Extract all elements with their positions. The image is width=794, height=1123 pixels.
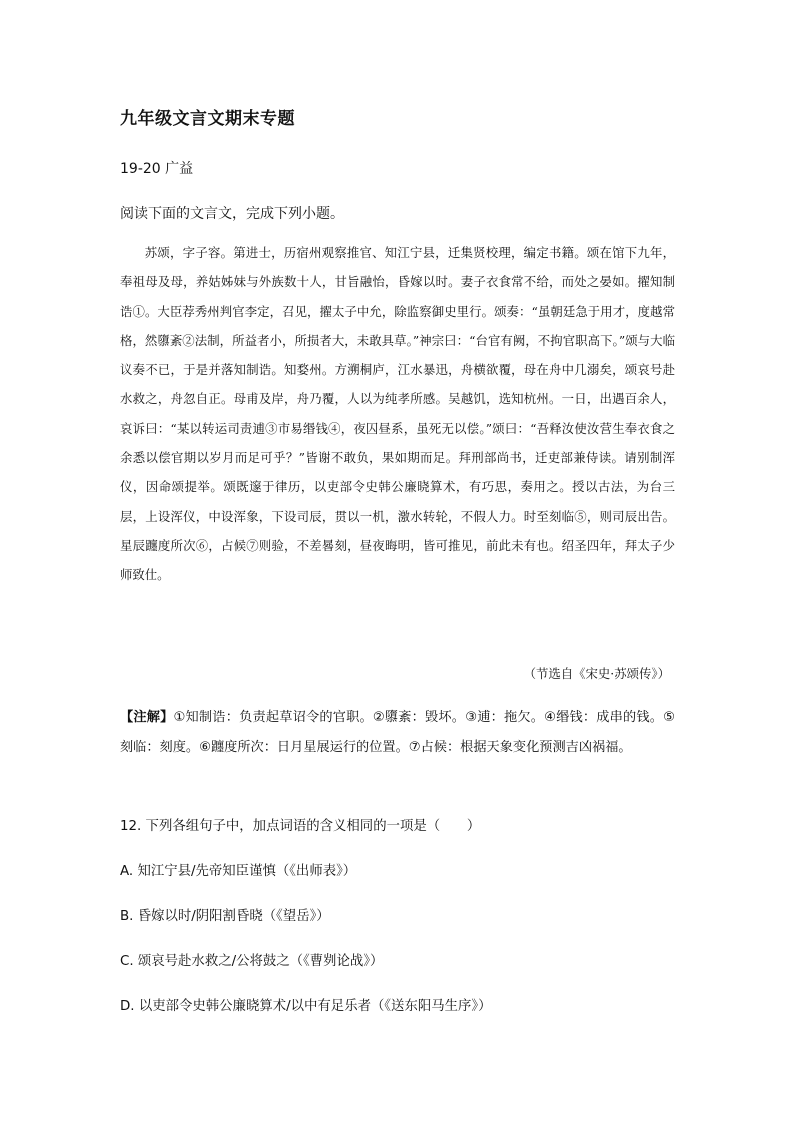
- notes-label: 【注解】: [120, 710, 174, 725]
- passage-citation: （节选自《宋史·苏颂传》）: [523, 666, 670, 681]
- option-a: A. 知江宁县/先帝知臣谨慎（《出师表》）: [120, 864, 357, 879]
- option-d: D. 以吏部令史韩公廉晓算术/以中有足乐者（《送东阳马生序》）: [120, 999, 492, 1014]
- document-title: 九年级文言文期末专题: [120, 109, 295, 129]
- question-12: 12. 下列各组句子中，加点词语的含义相同的一项是（ ）: [120, 819, 481, 834]
- instruction-text: 阅读下面的文言文，完成下列小题。: [120, 206, 344, 222]
- source-label: 19-20 广益: [120, 161, 194, 177]
- classical-passage: 苏颂，字子容。第进士，历宿州观察推官、知江宁县，迁集贤校理，编定书籍。颂在馆下九年，奉祖母及母，养姑姊妹与外族数十人，甘旨融怡，昏嫁以时。妻子衣食常不给，而处之晏如。擢知制诰①。大臣荐秀州判官李定，召见，擢太子中允，除监察御史里行。颂奏：“虽朝廷急于用才，度越常格，然隳紊②法制，所益者小，所损者大，未敢具草。”神宗曰：“台官有阙，不拘官职高下。”颂与大临议奏不已，于是并落知制诰。知婺州。方溯桐庐，江水暴迅，舟横欲覆，母在舟中几溺矣，颂哀号赴水救之，舟忽自正。母甫及岸，舟乃覆，人以为纯孝所感。吴越饥，选知杭州。一日，出遇百余人，哀诉曰：“某以转运司责逋③市易缗钱④，夜囚昼系，虽死无以偿。”颂曰：“吾释汝使汝营生奉衣食之余悉以偿官期以岁月而足可乎？”皆谢不敢负，果如期而足。拜刑部尚书，迁吏部兼侍读。请别制浑仪，因命颂提举。颂既邃于律历，以吏部令史韩公廉晓算术，有巧思，奏用之。授以古法，为台三层，上设浑仪，中设浑象，下设司辰，贯以一机，激水转轮，不假人力。时至刻临⑤，则司辰出告。星辰躔度所次⑥，占候⑦则验，不差晷刻，昼夜晦明，皆可推见，前此未有也。绍圣四年，拜太子少师致仕。: [120, 245, 675, 583]
- option-b: B. 昏嫁以时/阴阳割昏晓（《望岳》）: [120, 909, 330, 924]
- annotation-notes: [120, 703, 675, 763]
- option-c: C. 颂哀号赴水救之/公将鼓之（《曹刿论战》）: [120, 954, 384, 969]
- notes-text: ①知制诰：负责起草诏令的官职。②隳紊：毁坏。③逋：拖欠。④缗钱：成串的钱。⑤刻临：刻度。⑥躔度所次：日月星展运行的位置。⑦占候：根据天象变化预测吉凶祸福。: [120, 710, 676, 755]
